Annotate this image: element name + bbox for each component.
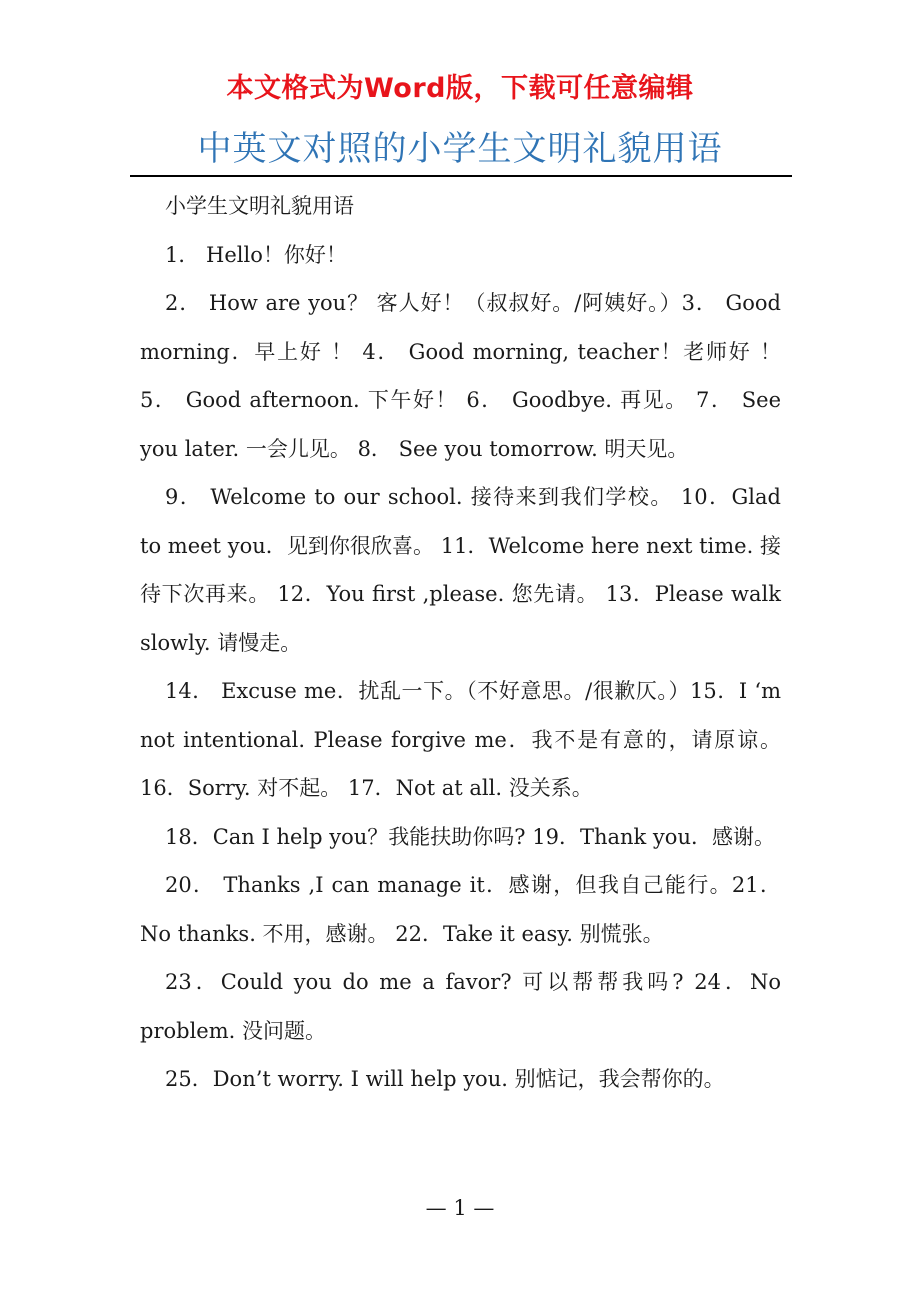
paragraph: 1． Hello！你好！ <box>165 242 347 267</box>
paragraph-heading: 小学生文明礼貌用语 <box>165 194 354 218</box>
paragraph: 25．Don’t worry. I will help you. 别惦记，我会帮你的。 <box>165 1067 725 1091</box>
paragraph: 20． Thanks ,I can manage it．感谢，但我自己能行。21．No thanks. 不用，感谢。 22．Take it easy. 别慌张。 <box>140 873 781 946</box>
document-title: 中英文对照的小学生文明礼貌用语 <box>197 129 723 169</box>
page-number: — 1 — <box>425 1196 495 1220</box>
title-divider <box>130 175 792 177</box>
paragraph: 18．Can I help you？我能扶助你吗? 19．Thank you．感谢。 <box>165 824 775 849</box>
paragraph: 2． How are you？ 客人好！（叔叔好。/阿姨好。）3． Good morning．早上好 ！ 4． Good morning, teacher！老师好 ！ 5． Good afternoon. 下午好！ 6． Goodbye. 再见。 7． See you later. 一会儿见。 8． See you tomorrow. 明天见。 <box>140 291 781 461</box>
document-body <box>140 182 781 1104</box>
paragraph: 9． Welcome to our school. 接待来到我们学校。 10．Glad to meet you．见到你很欣喜。 11．Welcome here next time. 接待下次再来。 12．You first ,please. 您先请。 13．Please walk slowly. 请慢走。 <box>140 485 781 655</box>
paragraph: 23．Could you do me a favor? 可以帮帮我吗? 24．No problem. 没问题。 <box>140 970 781 1043</box>
paragraph: 14． Excuse me．扰乱一下。（不好意思。/很歉仄。）15．I ‘m not intentional. Please forgive me．我不是有意的，请原谅。 16．Sorry. 对不起。 17．Not at all. 没关系。 <box>140 679 781 800</box>
banner-notice: 本文格式为Word版，下载可任意编辑 <box>226 73 694 104</box>
